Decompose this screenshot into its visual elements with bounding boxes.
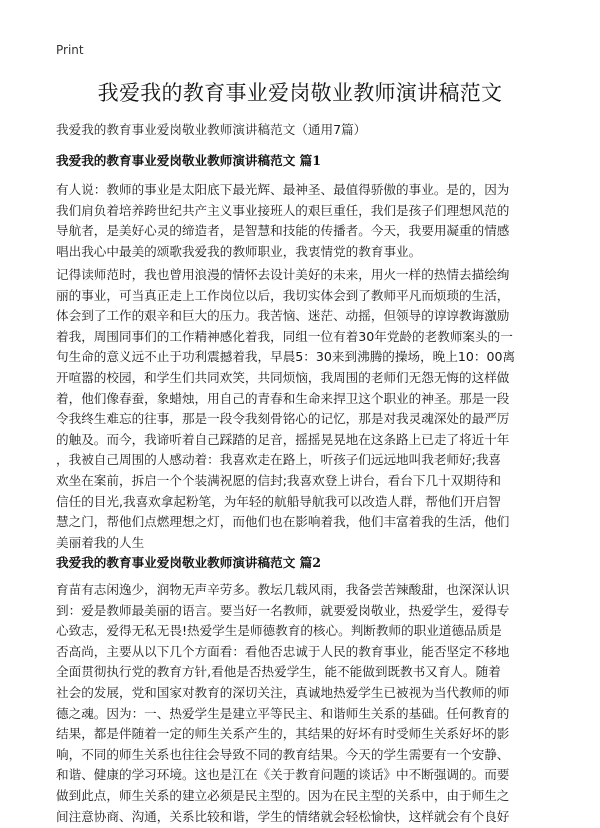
text-line: ，我被自己周围的人感动着：我喜欢走在路上，听孩子们远远地叫我老师好;我喜 xyxy=(56,452,502,468)
text-line: 我们肩负着培养跨世纪共产主义事业接班人的艰巨重任，我们是孩子们理想风范的 xyxy=(56,202,510,218)
text-line: 社会的发展，党和国家对教育的深切关注，真诚地热爱学生已被视为当代教师的师 xyxy=(56,684,510,700)
text-line: 响，不同的师生关系也往往会导致不同的教育结果。今天的学生需要有一个安静、 xyxy=(56,746,510,762)
text-line: 唱出我心中最美的颂歌我爱我的教师职业，我衷情党的教育事业。 xyxy=(56,243,422,259)
text-line: 欢坐在案前，拆启一个个装满祝愿的信封;我喜欢登上讲台，看台下几十双期待和 xyxy=(56,472,502,488)
text-line: 导航者，是美好心灵的缔造者，是智慧和技能的传播者。今天，我要用凝重的情感 xyxy=(56,223,510,239)
text-line: 信任的目光,我喜欢拿起粉笔，为年轻的航船导航我可以改造人群，帮他们开启智 xyxy=(56,493,501,509)
text-line: 间注意协商、沟通，关系比较和谐，学生的情绪就会轻松愉快，这样就会有个良好 xyxy=(56,808,510,824)
text-line: 到：爱是教师最美丽的语言。要当好一名教师，就要爱岗敬业，热爱学生，爱得专 xyxy=(56,602,510,618)
text-line: 德之魂。因为：一、热爱学生是建立平等民主、和谐师生关系的基础。任何教育的 xyxy=(56,705,510,721)
text-line: 令我终生难忘的往事，那是一段令我刻骨铭心的记忆，那是对我灵魂深处的最严厉 xyxy=(56,411,510,427)
text-line: 的触及。而今，我谛听着自己踩踏的足音，摇摇晃晃地在这条路上已走了将近十年 xyxy=(56,431,510,447)
text-line: 美丽着我的人生 xyxy=(56,534,145,550)
text-line: 和谐、健康的学习环境。这也是江在《关于教育问题的谈话》中不断强调的。而要 xyxy=(56,767,510,783)
paragraph-1-1 xyxy=(56,180,548,262)
paragraph-1-2 xyxy=(56,265,548,553)
subtitle: 我爱我的教育事业爱岗敬业教师演讲稿范文（通用7篇） xyxy=(56,122,367,137)
text-line: 慧之门，帮他们点燃理想之灯，而他们也在影响着我，他们丰富着我的生活，他们 xyxy=(56,514,510,530)
text-line: 结果，都是伴随着一定的师生关系产生的，其结果的好坏有时受师生关系好坏的影 xyxy=(56,726,510,742)
text-line: 开喧嚣的校园，和学生们共同欢笑，共同烦恼，我周围的老师们无怨无悔的这样做 xyxy=(56,369,510,385)
section-heading-2: 我爱我的教育事业爱岗敬业教师演讲稿范文 篇2 xyxy=(56,555,322,570)
section-heading-1: 我爱我的教育事业爱岗敬业教师演讲稿范文 篇1 xyxy=(56,153,322,168)
text-line: 丽的事业，可当真正走上工作岗位以后，我切实体会到了教师平凡而烦琐的生活， xyxy=(56,287,510,303)
text-line: 心致志，爱得无私无畏!热爱学生是师德教育的核心。判断教师的职业道德品质是 xyxy=(56,623,502,639)
text-line: 体会到了工作的艰辛和巨大的压力。我苦恼、迷茫、动摇，但领导的谆谆教诲激励 xyxy=(56,308,510,324)
text-line: 句生命的意义远不止于功利震撼着我，早晨5：30来到沸腾的操场，晚上10：00离 xyxy=(56,349,516,365)
text-line: 着我，周围同事们的工作精神感化着我，同组一位有着30年党龄的老教师案头的一 xyxy=(56,328,513,344)
text-line: 记得读师范时，我也曾用浪漫的情怀去设计美好的未来，用火一样的热情去描绘绚 xyxy=(56,267,510,282)
print-link[interactable]: Print xyxy=(56,43,84,57)
page-title: 我爱我的教育事业爱岗敬业教师演讲稿范文 xyxy=(97,81,503,105)
paragraph-2-1 xyxy=(56,580,548,827)
text-line: 有人说：教师的事业是太阳底下最光辉、最神圣、最值得骄傲的事业。是的，因为 xyxy=(56,182,510,197)
text-line: 否高尚，主要从以下几个方面看：看他否忠诚于人民的教育事业，能否坚定不移地 xyxy=(56,643,510,659)
text-line: 全面贯彻执行党的教育方针,看他是否热爱学生，能不能做到既教书又育人。随着 xyxy=(56,664,501,680)
text-line: 育苗有志闲逸少，润物无声辛劳多。教坛几载风雨，我备尝苦辣酸甜，也深深认识 xyxy=(56,582,510,597)
text-line: 着，他们像春蚕，象蜡烛，用自己的青春和生命来捍卫这个职业的神圣。那是一段 xyxy=(56,390,510,406)
text-line: 做到此点，师生关系的建立必须是民主型的。因为在民主型的关系中，由于师生之 xyxy=(56,787,510,803)
